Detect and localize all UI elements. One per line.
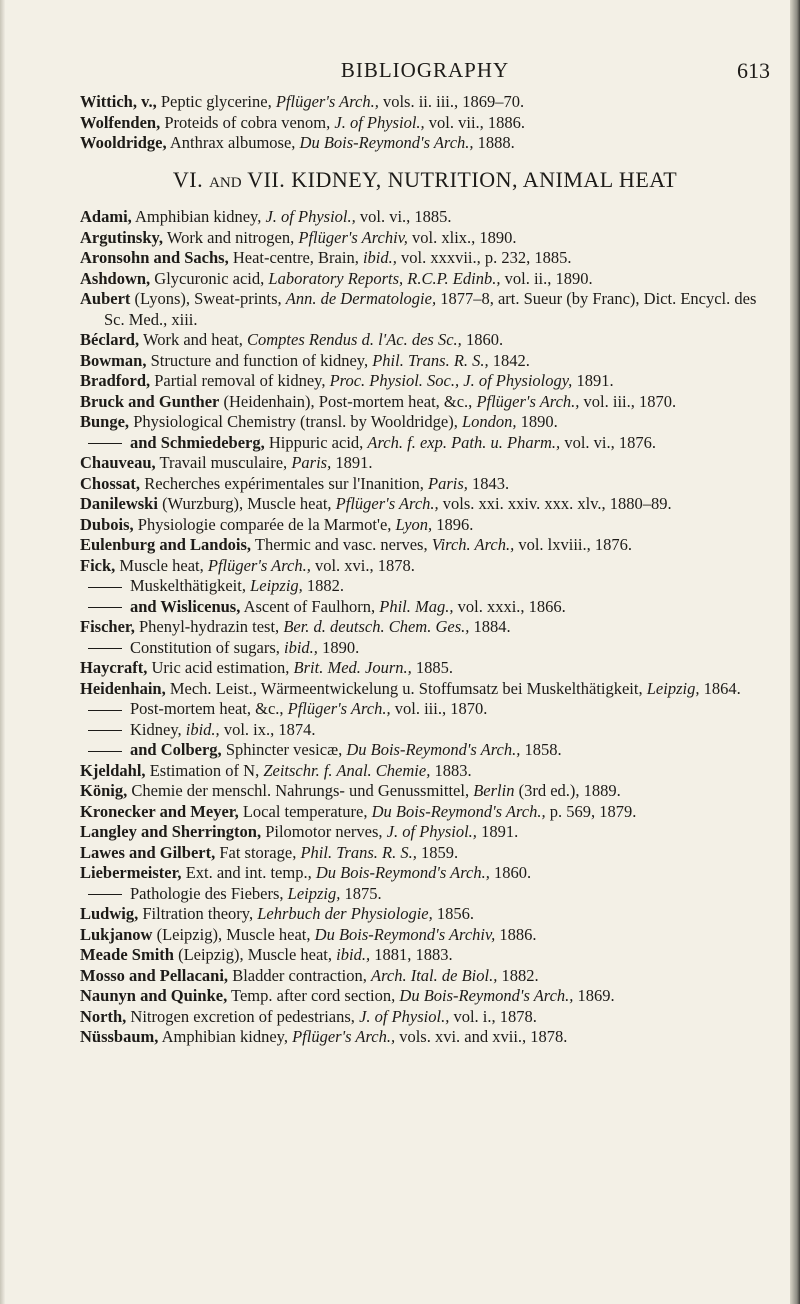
bibliography-entry: [80, 289, 770, 330]
entry-author: Fick,: [80, 555, 116, 575]
page-right-edge: [790, 0, 800, 1304]
bibliography-entry: [80, 925, 770, 946]
entry-details: vol. ix., 1874.: [223, 719, 316, 739]
entry-details: 1856.: [436, 904, 474, 923]
entry-details: vol. iii., 1870.: [583, 391, 677, 411]
entry-details: 1875.: [344, 883, 382, 903]
bibliography-entry: [80, 1007, 770, 1028]
entry-details: 1891.: [335, 453, 373, 472]
bibliography-entry: [80, 761, 770, 782]
entry-source: Pflüger's Archiv,: [298, 227, 408, 247]
entry-source: Arch. Ital. de Biol.,: [371, 965, 498, 985]
entry-author: Ludwig,: [80, 904, 139, 923]
running-head-title: BIBLIOGRAPHY: [340, 58, 510, 82]
entry-details: 1883.: [434, 760, 472, 780]
entry-details: 1869.: [577, 986, 615, 1005]
ditto-dash: [88, 648, 122, 649]
entry-source: Ber. d. deutsch. Chem. Ges.,: [283, 617, 470, 636]
entry-title: Pathologie des Fiebers,: [130, 883, 284, 903]
bibliography-entry: [80, 269, 770, 290]
entry-author: Eulenburg and Landois,: [80, 535, 252, 554]
entry-author: Bruck and Gunther: [80, 391, 220, 411]
intro-entry-list: [80, 92, 770, 154]
bibliography-entry: [80, 904, 770, 925]
entry-title: (Wurzburg), Muscle heat,: [162, 494, 332, 513]
entry-author: Fischer,: [80, 617, 135, 636]
entry-details: 1885.: [415, 658, 454, 677]
entry-title: Thermic and vasc. nerves,: [254, 535, 428, 554]
entry-author: Naunyn and Quinke,: [80, 986, 228, 1005]
ditto-dash: [88, 894, 122, 895]
bibliography-entry: [80, 474, 770, 495]
entry-details: 1890.: [322, 637, 360, 657]
entry-title: Fat storage,: [219, 842, 297, 862]
entry-title: Constitution of sugars,: [130, 637, 280, 657]
entry-author: North,: [80, 1006, 127, 1026]
entry-title: Structure and function of kidney,: [150, 350, 369, 370]
entry-source: Paris,: [428, 473, 468, 493]
entry-details: 1881, 1883.: [374, 945, 453, 964]
entry-title: Muskelthätigkeit,: [130, 576, 246, 595]
bibliography-entry: [80, 113, 770, 134]
entry-title: Ext. and int. temp.,: [185, 863, 312, 882]
bibliography-entry: [80, 822, 770, 843]
bibliography-entry: [80, 453, 770, 474]
bibliography-entry: [80, 699, 770, 720]
entry-title: Nitrogen excretion of pedestrians,: [130, 1006, 355, 1026]
entry-title: Pilomotor nerves,: [265, 822, 383, 841]
bibliography-entry: [80, 330, 770, 351]
bibliography-entry: [80, 802, 770, 823]
bibliography-entry: [80, 207, 770, 228]
entry-details: 1864.: [703, 678, 741, 698]
entry-source: Du Bois-Reymond's Arch.,: [371, 801, 546, 821]
bibliography-entry: [80, 433, 770, 454]
bibliography-entry: [80, 228, 770, 249]
entry-source: Leipzig,: [287, 883, 341, 903]
entry-source: Phil. Mag.,: [379, 596, 454, 616]
entry-details: vol. lxviii., 1876.: [518, 535, 632, 554]
entry-details: vol. vi., 1876.: [564, 432, 656, 452]
entry-author: Aronsohn and Sachs,: [80, 248, 229, 267]
entry-author: Danilewski: [80, 494, 158, 513]
ditto-dash: [88, 443, 122, 444]
bibliography-entry: [80, 863, 770, 884]
entry-author: König,: [80, 781, 128, 800]
entry-author: Dubois,: [80, 514, 134, 534]
section-and: AND: [209, 174, 242, 191]
entry-title: Muscle heat,: [119, 555, 204, 575]
entry-title: (Heidenhain), Post-mortem heat, &c.,: [223, 391, 473, 411]
entry-author: Argutinsky,: [80, 227, 163, 247]
entry-title: Peptic glycerine,: [160, 92, 272, 111]
bibliography-entry: [80, 412, 770, 433]
entry-details: 1891.: [481, 822, 519, 841]
ditto-dash: [88, 730, 122, 731]
entry-source: Phil. Trans. R. S.,: [300, 842, 417, 862]
entry-source: J. of Physiol.,: [334, 112, 425, 132]
section-title: KIDNEY, NUTRITION, ANIMAL HEAT: [291, 166, 678, 192]
bibliography-entry: [80, 679, 770, 700]
entry-source: Du Bois-Reymond's Archiv,: [314, 924, 496, 944]
entry-source: Pflüger's Arch.,: [207, 555, 311, 575]
entry-title: Travail musculaire,: [159, 453, 288, 472]
entry-title: (Leipzig), Muscle heat,: [156, 924, 311, 944]
entry-title: Post-mortem heat, &c.,: [130, 699, 284, 718]
entry-details: vols. xvi. and xvii., 1878.: [399, 1027, 568, 1046]
ditto-dash: [88, 751, 122, 752]
bibliography-entry: [80, 966, 770, 987]
entry-details: vol. i., 1878.: [453, 1006, 537, 1026]
entry-source: Pflüger's Arch.,: [292, 1027, 396, 1046]
entry-title: (Lyons), Sweat-prints,: [134, 289, 282, 308]
bibliography-entry: [80, 371, 770, 392]
entry-source: Berlin: [473, 781, 515, 800]
entry-title: Work and heat,: [142, 330, 243, 349]
entry-author: Adami,: [80, 207, 132, 226]
entry-title: Proteids of cobra venom,: [164, 112, 331, 132]
entry-title: Sphincter vesicæ,: [225, 740, 343, 759]
entry-details: vols. ii. iii., 1869–70.: [382, 92, 525, 111]
entry-source: Du Bois-Reymond's Arch.,: [399, 986, 574, 1005]
entry-title: Hippuric acid,: [268, 432, 364, 452]
entry-source: ibid.,: [284, 637, 318, 657]
bibliography-entry: [80, 351, 770, 372]
entry-source: Arch. f. exp. Path. u. Pharm.,: [367, 432, 561, 452]
entry-title: Estimation of N,: [149, 760, 260, 780]
bibliography-entry: [80, 392, 770, 413]
entry-source: Brit. Med. Journ.,: [293, 658, 412, 677]
entry-author: and Wislicenus,: [130, 596, 241, 616]
entry-details: (3rd ed.), 1889.: [518, 781, 621, 800]
bibliography-entry: [80, 576, 770, 597]
entry-details: 1888.: [477, 133, 515, 152]
entry-source: Du Bois-Reymond's Arch.,: [299, 133, 474, 152]
entry-source: ibid.,: [362, 248, 397, 267]
entry-source: J. of Physiol.,: [386, 822, 477, 841]
entry-details: 1842.: [492, 350, 530, 370]
entry-author: Lawes and Gilbert,: [80, 842, 216, 862]
bibliography-entry: [80, 740, 770, 761]
entry-details: 1891.: [576, 371, 614, 390]
entry-author: Mosso and Pellacani,: [80, 965, 229, 985]
entry-title: Heat-centre, Brain,: [232, 248, 359, 267]
entry-author: and Colberg,: [130, 740, 222, 759]
entry-source: Zeitschr. f. Anal. Chemie,: [263, 760, 431, 780]
entry-source: ibid.,: [185, 719, 220, 739]
entry-details: vol. vii., 1886.: [428, 112, 526, 132]
bibliography-entry: [80, 945, 770, 966]
entry-author: Chauveau,: [80, 453, 156, 472]
entry-source: ibid.,: [336, 945, 371, 964]
entry-title: Uric acid estimation,: [151, 658, 290, 677]
bibliography-entry: [80, 494, 770, 515]
entry-details: 1896.: [436, 514, 474, 534]
entry-source: Proc. Physiol. Soc., J. of Physiology,: [329, 371, 573, 390]
entry-details: p. 569, 1879.: [549, 801, 637, 821]
section-numeral: VI.: [172, 166, 204, 192]
ditto-dash: [88, 607, 122, 608]
entry-author: Chossat,: [80, 473, 141, 493]
entry-author: Haycraft,: [80, 658, 148, 677]
bibliography-entry: [80, 884, 770, 905]
entry-source: London,: [461, 412, 517, 431]
entry-details: 1877–8, art. Sueur (by Franc), Dict. Encycl. des Sc. Med., xiii.: [104, 289, 757, 329]
entry-title: Anthrax albumose,: [169, 133, 296, 152]
entry-source: Du Bois-Reymond's Arch.,: [315, 863, 490, 882]
entry-title: Ascent of Faulhorn,: [243, 596, 376, 616]
bibliography-entry: [80, 843, 770, 864]
entry-source: Phil. Trans. R. S.,: [372, 350, 489, 370]
entry-details: 1882.: [306, 576, 345, 595]
entry-author: Heidenhain,: [80, 678, 166, 698]
bibliography-entry: [80, 248, 770, 269]
entry-author: Ashdown,: [80, 268, 151, 288]
bibliography-entry: [80, 515, 770, 536]
entry-details: 1860.: [493, 863, 532, 882]
entry-title: Temp. after cord section,: [231, 986, 396, 1005]
entry-source: Lyon,: [395, 514, 433, 534]
entry-author: Wolfenden,: [80, 112, 161, 132]
entry-details: vols. xxi. xxiv. xxx. xlv., 1880–89.: [442, 494, 672, 513]
entry-details: 1882.: [501, 965, 539, 985]
entry-author: Wooldridge,: [80, 133, 167, 152]
bibliography-entry: [80, 133, 770, 154]
entry-source: Comptes Rendus d. l'Ac. des Sc.,: [247, 330, 462, 349]
entry-title: Mech. Leist., Wärmeentwickelung u. Stoffumsatz bei Muskelthätigkeit,: [169, 678, 643, 698]
entry-author: Langley and Sherrington,: [80, 822, 262, 841]
entry-author: Liebermeister,: [80, 863, 182, 882]
entry-details: vol. xlix., 1890.: [412, 227, 517, 247]
entry-title: Physiologie comparée de la Marmot'e,: [137, 514, 392, 534]
section-heading: [80, 166, 770, 194]
entry-details: 1858.: [524, 740, 562, 759]
entry-details: vol. ii., 1890.: [504, 268, 593, 288]
entry-details: 1884.: [473, 617, 511, 636]
entry-source: J. of Physiol.,: [359, 1006, 450, 1026]
bibliography-entry: [80, 986, 770, 1007]
bibliography-entry: [80, 781, 770, 802]
entry-source: Pflüger's Arch.,: [287, 699, 391, 718]
section-numeral-2: VII.: [247, 166, 286, 192]
entry-author: Kjeldahl,: [80, 760, 146, 780]
entry-details: 1890.: [520, 412, 558, 431]
entry-source: J. of Physiol.,: [265, 207, 356, 226]
entry-title: Chemie der menschl. Nahrungs- und Genussmittel,: [131, 781, 470, 800]
entry-source: Laboratory Reports, R.C.P. Edinb.,: [268, 268, 501, 288]
entry-title: Glycuronic acid,: [154, 268, 265, 288]
ditto-dash: [88, 710, 122, 711]
entry-source: Lehrbuch der Physiologie,: [257, 904, 433, 923]
entry-author: Nüssbaum,: [80, 1027, 159, 1046]
entry-source: Virch. Arch.,: [431, 535, 515, 554]
entry-source: Pflüger's Arch.,: [335, 494, 439, 513]
bibliography-entry: [80, 556, 770, 577]
entry-title: Physiological Chemistry (transl. by Wooldridge),: [133, 412, 458, 431]
entry-title: Local temperature,: [242, 801, 368, 821]
entry-source: Leipzig,: [646, 678, 700, 698]
entry-title: Amphibian kidney,: [161, 1027, 288, 1046]
entry-details: vol. xxxvii., p. 232, 1885.: [401, 248, 572, 267]
entry-details: vol. iii., 1870.: [394, 699, 488, 718]
entry-source: Leipzig,: [250, 576, 303, 595]
entry-details: 1859.: [421, 842, 459, 862]
entry-title: Kidney,: [130, 719, 182, 739]
entry-author: Bowman,: [80, 350, 147, 370]
bibliography-entry: [80, 92, 770, 113]
bibliography-entry: [80, 535, 770, 556]
entry-details: 1860.: [465, 330, 504, 349]
bibliography-entry: [80, 1027, 770, 1048]
entry-title: (Leipzig), Muscle heat,: [178, 945, 333, 964]
entry-author: Wittich, v.,: [80, 92, 157, 111]
bibliography-entry: [80, 658, 770, 679]
bibliography-entry: [80, 638, 770, 659]
entry-source: Pflüger's Arch.,: [275, 92, 379, 111]
running-head: [80, 58, 770, 88]
entry-title: Work and nitrogen,: [166, 227, 295, 247]
page-number: 613: [737, 58, 770, 83]
entry-title: Filtration theory,: [142, 904, 254, 923]
entry-author: Béclard,: [80, 330, 140, 349]
entry-source: Paris,: [291, 453, 332, 472]
entry-source: Ann. de Dermatologie,: [285, 289, 437, 308]
entry-title: Phenyl-hydrazin test,: [138, 617, 280, 636]
entry-title: Recherches expérimentales sur l'Inanition,: [144, 473, 424, 493]
entry-source: Du Bois-Reymond's Arch.,: [346, 740, 521, 759]
entry-author: Lukjanow: [80, 924, 153, 944]
entry-author: Aubert: [80, 289, 131, 308]
entry-list: [80, 207, 770, 1048]
bibliography-entry: [80, 617, 770, 638]
entry-details: vol. xvi., 1878.: [314, 555, 415, 575]
entry-title: Bladder contraction,: [232, 965, 367, 985]
entry-title: Partial removal of kidney,: [154, 371, 326, 390]
entry-details: vol. vi., 1885.: [359, 207, 452, 226]
ditto-dash: [88, 587, 122, 588]
entry-details: vol. xxxi., 1866.: [457, 596, 566, 616]
bibliography-entry: [80, 720, 770, 741]
entry-details: 1886.: [499, 924, 537, 944]
entry-title: Amphibian kidney,: [135, 207, 262, 226]
entry-source: Pflüger's Arch.,: [476, 391, 580, 411]
bibliography-entry: [80, 597, 770, 618]
page-left-edge: [0, 0, 5, 1304]
entry-author: Kronecker and Meyer,: [80, 801, 239, 821]
entry-author: Bradford,: [80, 371, 151, 390]
entry-author: Bunge,: [80, 412, 130, 431]
entry-author: Meade Smith: [80, 945, 174, 964]
entry-author: and Schmiedeberg,: [130, 432, 265, 452]
bibliography-body: [80, 92, 770, 1048]
entry-details: 1843.: [472, 473, 510, 493]
